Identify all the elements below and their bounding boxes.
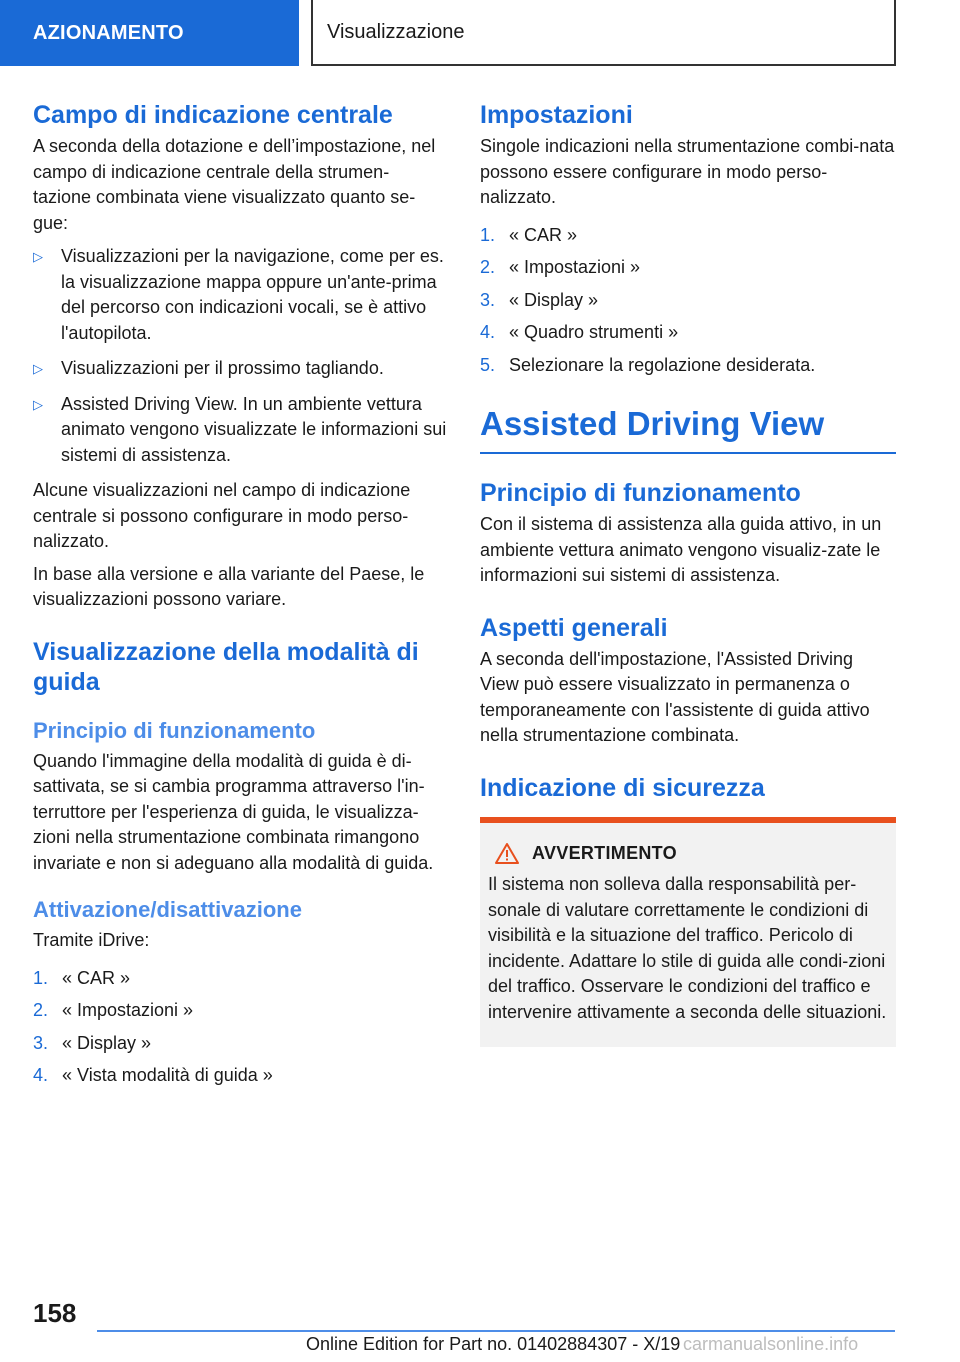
paragraph-campo: A seconda della dotazione e dell’impostazione, nel campo di indicazione centrale della strumen-tazione combinata viene visualizzato quanto se-gue: [33, 136, 436, 233]
footer-divider [97, 1330, 895, 1332]
step-item [480, 223, 896, 249]
step-number: 1. [33, 967, 49, 988]
paragraph-principio: Con il sistema di assistenza alla guida attivo, in un ambiente vettura animato vengono visualiz-zate le informazioni sui sistemi di assistenza. [480, 514, 882, 585]
step-item [480, 320, 896, 346]
watermark: carmanualsonline.info [683, 1334, 859, 1354]
warning-text: Il sistema non solleva dalla responsabilità per-sonale di valutare correttamente le condizioni di visibilità e la situazione del traffico. Pericolo di incidente. Adattare lo stile di guida alle condi-zioni del traffico. Osservare le condizioni del traffico e intervenire attivamente a seconda delle situazioni. [488, 874, 887, 1022]
section-title: AZIONAMENTO [33, 21, 184, 44]
step-number: 4. [33, 1065, 49, 1085]
list-item [33, 392, 447, 469]
step-item [480, 288, 896, 314]
steps-list [33, 966, 447, 1089]
step-item [480, 353, 896, 379]
paragraph-alcune: Alcune visualizzazioni nel campo di indicazione centrale si possono configurare in modo perso-nalizzato. [33, 480, 411, 551]
paragraph-principio: Quando l'immagine della modalità di guida è di-sattivata, se si cambia programma attraverso l'in-terruttore per l'esperienza di guida, le visualizza-zioni nella strumentazione combinata rimangono invariate e non si adeguano alla modalità di guida. [33, 750, 434, 873]
step-text: Selezionare la regolazione desiderata. [509, 354, 816, 375]
list-item-text: Assisted Driving View. In un ambiente vettura animato vengono visualizzate le informazioni sui sistemi di assistenza. [61, 393, 447, 465]
triangle-right-outline-icon: ▷ [33, 396, 43, 412]
paragraph-aspetti: A seconda dell'impostazione, l'Assisted Driving View può essere visualizzato in permanenza o temporaneamente con l'assistente di guida attivo nella strumentazione combinata. [480, 648, 870, 745]
step-number: 2. [480, 257, 496, 277]
heading-principio: Principio di funzionamento [480, 479, 801, 507]
heading-impostazioni: Impostazioni [480, 101, 633, 129]
step-text: « CAR » [509, 224, 578, 245]
step-text: « Vista modalità di guida » [62, 1065, 273, 1085]
step-item [480, 255, 896, 281]
step-text: « CAR » [62, 967, 131, 988]
step-number: 5. [480, 354, 496, 375]
right-column [480, 100, 896, 1047]
step-text: « Impostazioni » [509, 257, 641, 277]
triangle-right-outline-icon: ▷ [33, 249, 43, 264]
heading-campo: Campo di indicazione centrale [33, 101, 393, 129]
paragraph-tramite: Tramite iDrive: [33, 930, 150, 950]
heading-aspetti: Aspetti generali [480, 613, 668, 642]
step-item [33, 966, 447, 992]
warning-triangle-icon [494, 842, 520, 865]
step-item [33, 1031, 447, 1057]
page-number: 158 [33, 1298, 77, 1328]
step-text: « Display » [62, 1032, 152, 1053]
step-item [33, 998, 447, 1024]
step-number: 1. [480, 224, 496, 245]
list-item [33, 244, 447, 346]
heading-attivazione: Attivazione/disattivazione [33, 897, 302, 922]
triangle-right-outline-icon: ▷ [33, 361, 43, 376]
warning-box [480, 817, 896, 1048]
list-item-text: Visualizzazioni per il prossimo tagliando. [61, 358, 384, 378]
step-text: « Quadro strumenti » [509, 322, 679, 342]
list-item [33, 356, 447, 382]
step-number: 2. [33, 1000, 49, 1020]
left-column [33, 100, 447, 1096]
step-number: 3. [33, 1032, 49, 1053]
steps-list [480, 223, 896, 379]
step-number: 4. [480, 322, 496, 342]
heading-assisted-driving-view: Assisted Driving View [480, 404, 896, 454]
section-tab [0, 0, 299, 66]
heading-modalita: Visualizzazione della modalità di guida [33, 637, 419, 696]
warning-header [488, 841, 888, 867]
warning-title: AVVERTIMENTO [532, 842, 677, 863]
step-number: 3. [480, 289, 496, 310]
heading-sicurezza: Indicazione di sicurezza [480, 773, 765, 802]
topic-header [311, 0, 896, 66]
paragraph-impostazioni: Singole indicazioni nella strumentazione combi-nata possono essere configurare in modo perso-nalizzato. [480, 136, 895, 207]
footer-edition: Online Edition for Part no. 01402884307 - X/19 [306, 1334, 681, 1354]
bullet-list [33, 244, 447, 468]
topic-title: Visualizzazione [327, 20, 465, 43]
step-item [33, 1063, 447, 1089]
step-text: « Display » [509, 289, 599, 310]
heading-principio: Principio di funzionamento [33, 717, 316, 743]
list-item-text: Visualizzazioni per la navigazione, come per es. la visualizzazione mappa oppure un'ante-prima del percorso con indicazioni vocali, se è attivo l'autopilota. [61, 246, 444, 343]
step-text: « Impostazioni » [62, 1000, 194, 1020]
paragraph-base: In base alla versione e alla variante del Paese, le visualizzazioni possono variare. [33, 563, 425, 609]
